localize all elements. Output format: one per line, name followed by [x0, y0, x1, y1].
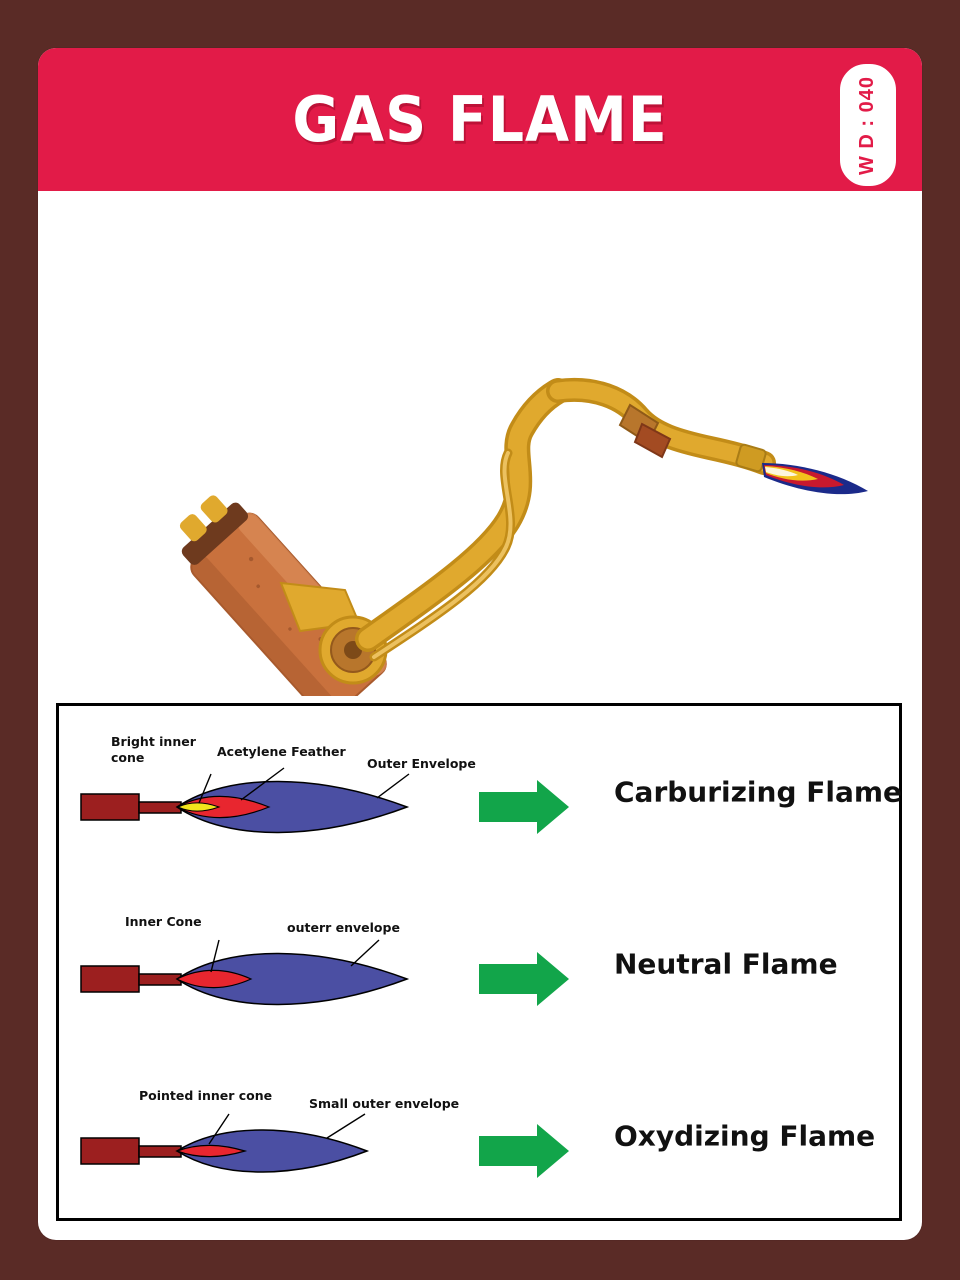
callout-outer-envelope-neutral: outerr envelope [287, 920, 400, 935]
code-badge [838, 62, 898, 188]
flame-label-oxidizing: Oxydizing Flame [614, 1119, 876, 1153]
callout-outer-envelope: Outer Envelope [367, 756, 476, 771]
code-badge-label: W D : 040 [856, 75, 879, 175]
flame-label-carburizing: Carburizing Flame [614, 775, 903, 809]
flame-row-oxidizing [59, 1050, 899, 1222]
poster-card [38, 48, 922, 1240]
callout-acetylene-feather: Acetylene Feather [217, 744, 346, 759]
torch-brass-group [281, 390, 767, 683]
poster-header [38, 48, 922, 191]
callout-inner-cone: Inner Cone [125, 914, 202, 929]
callout-bright-inner-cone: Bright inner cone [111, 734, 196, 765]
flame-label-neutral: Neutral Flame [614, 947, 838, 981]
callout-small-outer-envelope: Small outer envelope [309, 1096, 460, 1111]
flame-row-neutral [59, 878, 899, 1050]
flame-row-carburizing [59, 706, 903, 878]
page-title: GAS FLAME [292, 83, 668, 156]
flame-types-panel [56, 703, 902, 1221]
torch-flame-group [762, 463, 868, 494]
callout-pointed-inner-cone: Pointed inner cone [139, 1088, 273, 1103]
torch-illustration [38, 191, 922, 696]
